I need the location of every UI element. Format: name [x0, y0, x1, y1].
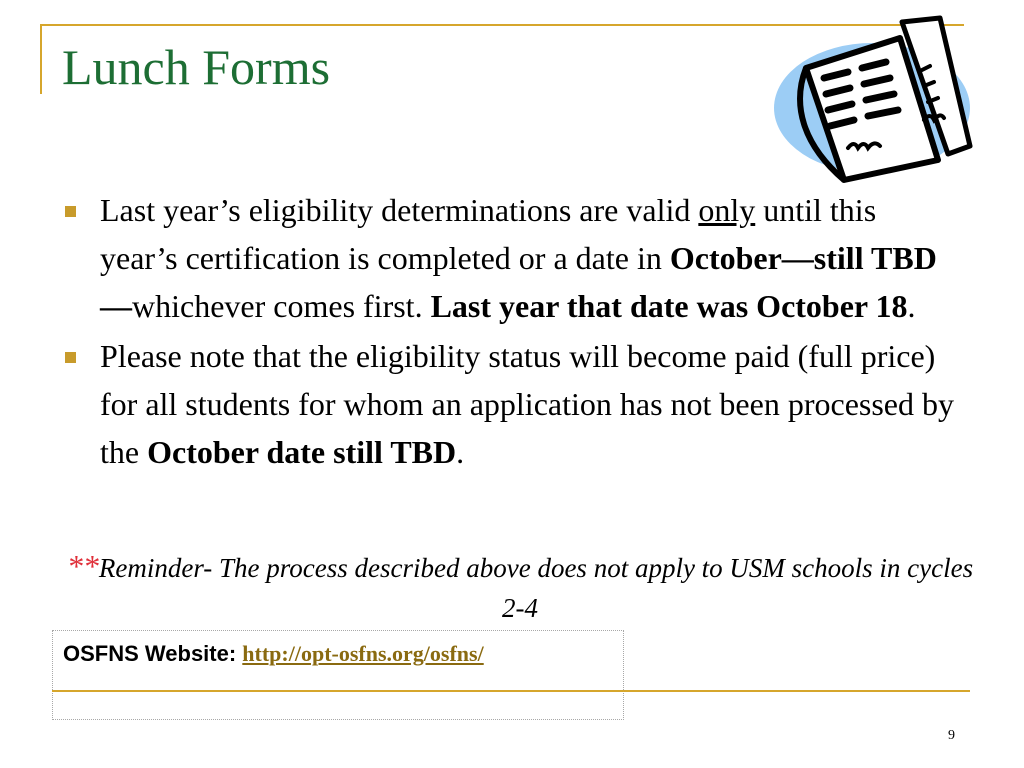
square-bullet-icon: [65, 352, 76, 363]
document-clipart-icon: [772, 14, 974, 184]
bullet-item: [60, 332, 960, 476]
website-label: OSFNS Website:: [63, 641, 243, 666]
note-text: Reminder- The process described above does not apply to USM schools in cycles 2-4: [98, 553, 974, 623]
bottom-rule: [52, 690, 970, 692]
emphasis-bold: October—still TBD—: [100, 240, 937, 324]
website-box: [52, 630, 624, 720]
bullet-text: .: [907, 288, 916, 324]
bullet-text: Last year’s eligibility determinations are valid: [100, 192, 699, 228]
bullet-text: until this year’s certification is completed or a date in: [100, 192, 877, 276]
left-rule: [40, 24, 42, 94]
bullet-text: Please note that the eligibility status will become paid (full price) for all students for whom an application has not been processed by the: [100, 338, 954, 470]
bullet-text: whichever comes first.: [132, 288, 431, 324]
slide-title: Lunch Forms: [62, 39, 331, 95]
website-link[interactable]: http://opt-osfns.org/osfns/: [242, 641, 484, 666]
bullet-text: .: [456, 434, 465, 470]
website-line: [63, 641, 484, 667]
emphasis-bold: Last year that date was October 18: [430, 288, 908, 324]
bullet-item: [60, 186, 960, 330]
square-bullet-icon: [65, 206, 76, 217]
note-stars: **: [66, 548, 99, 584]
reminder-note: [60, 546, 980, 628]
page-number: 9: [948, 728, 955, 743]
emphasis-underline: only: [698, 192, 756, 228]
emphasis-bold: October date still TBD: [147, 434, 457, 470]
bullet-list: [60, 186, 960, 476]
